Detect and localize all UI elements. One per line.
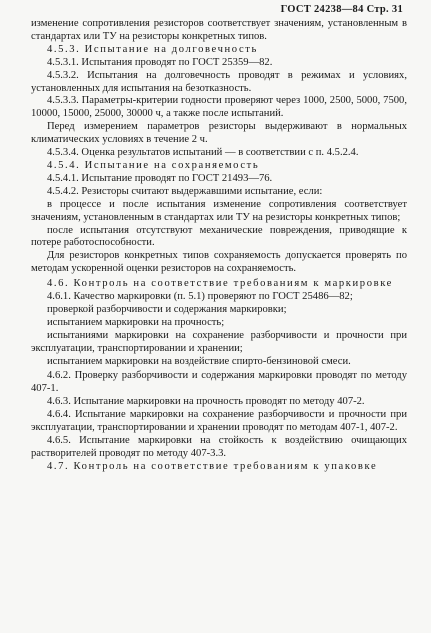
paragraph: после испытания отсутствуют механические повреждения, приводящие к потере работоспособности. <box>31 224 407 249</box>
list-item: испытанием маркировки на воздействие спирто-бензиновой смеси. <box>47 355 351 367</box>
paragraph: Для резисторов конкретных типов сохраняемость допускается проверять по методам ускоренной оценки резисторов на сохраняемость. <box>31 250 407 275</box>
list-item: испытаниями маркировки на сохранение разборчивости и прочности при эксплуатации, транспортировании и хранении; <box>31 329 407 354</box>
section-heading: 4.5.3. Испытание на долговечность <box>47 43 258 55</box>
paragraph: 4.6.4. Испытание маркировки на сохранение разборчивости и прочности при эксплуатации, транспортировании и хранении проводят по методам 407-1, 407-2. <box>31 409 407 434</box>
paragraph: в процессе и после испытания изменение сопротивления соответствует значениям, установленным в стандартах или ТУ на резисторы конкретных типов; <box>31 198 407 223</box>
paragraph: 4.5.4.2. Резисторы считают выдержавшими испытание, если: <box>47 185 323 197</box>
paragraph: 4.5.4.1. Испытание проводят по ГОСТ 21493—76. <box>47 172 273 184</box>
section-heading: 4.5.4. Испытание на сохраняемость <box>47 159 260 171</box>
section-heading: 4.7. Контроль на соответствие требованиям к упаковке <box>47 460 378 472</box>
paragraph: 4.6.3. Испытание маркировки на прочность проводят по методу 407-2. <box>47 396 365 408</box>
paragraph: 4.5.3.3. Параметры-критерии годности проверяют через 1000, 2500, 5000, 7500, 10000, 15000, 25000, 30000 ч, а также после испытаний. <box>31 95 407 120</box>
paragraph: изменение сопротивления резисторов соответствует значениям, установленным в стандартах или ТУ на резисторы конкретных типов. <box>31 18 407 42</box>
paragraph: 4.6.1. Качество маркировки (п. 5.1) проверяют по ГОСТ 25486—82; <box>47 291 353 303</box>
list-item: проверкой разборчивости и содержания маркировки; <box>47 303 287 315</box>
document-body <box>31 18 407 474</box>
list-item: испытанием маркировки на прочность; <box>47 316 225 328</box>
paragraph: Перед измерением параметров резисторы выдерживают в нормальных климатических условиях в течение 2 ч. <box>31 121 407 146</box>
paragraph: 4.6.2. Проверку разборчивости и содержания маркировки проводят по методу 407-1. <box>31 370 407 395</box>
paragraph: 4.5.3.2. Испытания на долговечность проводят в режимах и условиях, установленных для испытания на безотказность. <box>31 69 407 94</box>
section-heading: 4.6. Контроль на соответствие требованиям к маркировке <box>47 278 393 290</box>
paragraph: 4.5.3.1. Испытания проводят по ГОСТ 25359—82. <box>47 56 273 68</box>
paragraph: 4.6.5. Испытание маркировки на стойкость к воздействию очищающих растворителей проводят по методу 407-3.3. <box>31 435 407 459</box>
paragraph: 4.5.3.4. Оценка результатов испытаний — в соответствии с п. 4.5.2.4. <box>47 147 359 159</box>
page-header: ГОСТ 24238—84 Стр. 31 <box>280 4 403 15</box>
